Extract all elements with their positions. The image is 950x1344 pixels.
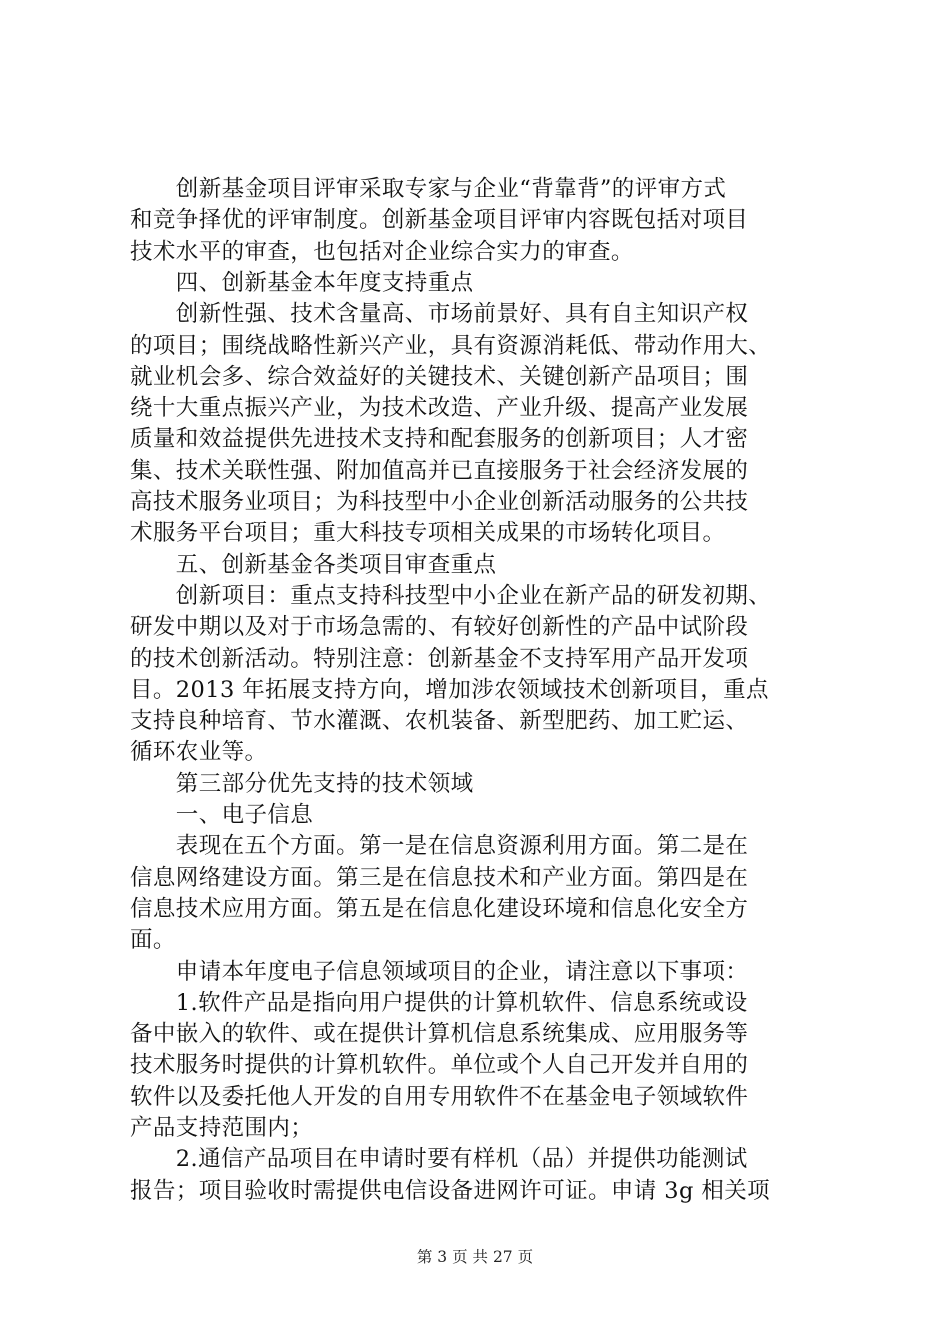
text-line: 产品支持范围内； xyxy=(130,1115,314,1141)
text-line: 创新项目：重点支持科技型中小企业在新产品的研发初期、 xyxy=(130,583,772,609)
text-line: 研发中期以及对于市场急需的、有较好创新性的产品中试阶段 xyxy=(130,614,749,640)
text-line: 2.通信产品项目在申请时要有样机（品）并提供功能测试 xyxy=(130,1146,748,1172)
text-line: 信息网络建设方面。第三是在信息技术和产业方面。第四是在 xyxy=(130,865,749,891)
text-line: 创新性强、技术含量高、市场前景好、具有自主知识产权 xyxy=(130,301,749,327)
text-line: 循环农业等。 xyxy=(130,739,268,765)
text-line: 面。 xyxy=(130,927,176,953)
text-line: 目。2013 年拓展支持方向，增加涉农领域技术创新项目，重点 xyxy=(130,677,769,703)
text-line: 支持良种培育、节水灌溉、农机装备、新型肥药、加工贮运、 xyxy=(130,708,749,734)
text-line: 集、技术关联性强、附加值高并已直接服务于社会经济发展的 xyxy=(130,458,749,484)
section-heading: 五、创新基金各类项目审查重点 xyxy=(130,552,497,578)
text-line: 创新基金项目评审采取专家与企业“背靠背”的评审方式 xyxy=(130,176,727,202)
text-line: 技术服务时提供的计算机软件。单位或个人自己开发并自用的 xyxy=(130,1052,749,1078)
text-line: 信息技术应用方面。第五是在信息化建设环境和信息化安全方 xyxy=(130,896,749,922)
text-line: 1.软件产品是指向用户提供的计算机软件、信息系统或设 xyxy=(130,990,748,1016)
section-heading: 四、创新基金本年度支持重点 xyxy=(130,270,474,296)
text-line: 的技术创新活动。特别注意：创新基金不支持军用产品开发项 xyxy=(130,646,749,672)
text-line: 申请本年度电子信息领域项目的企业，请注意以下事项： xyxy=(130,959,749,985)
text-line: 技术水平的审查，也包括对企业综合实力的审查。 xyxy=(130,239,634,265)
text-line: 高技术服务业项目；为科技型中小企业创新活动服务的公共技 xyxy=(130,489,749,515)
text-line: 质量和效益提供先进技术支持和配套服务的创新项目；人才密 xyxy=(130,426,749,452)
text-line: 软件以及委托他人开发的自用专用软件不在基金电子领域软件 xyxy=(130,1084,749,1110)
text-line: 绕十大重点振兴产业，为技术改造、产业升级、提高产业发展 xyxy=(130,395,749,421)
text-line: 就业机会多、综合效益好的关键技术、关键创新产品项目；围 xyxy=(130,364,749,390)
text-line: 报告；项目验收时需提供电信设备进网许可证。申请 3g 相关项 xyxy=(130,1178,771,1204)
page-footer: 第 3 页 共 27 页 xyxy=(416,1248,534,1266)
text-line: 备中嵌入的软件、或在提供计算机信息系统集成、应用服务等 xyxy=(130,1021,749,1047)
text-line: 表现在五个方面。第一是在信息资源利用方面。第二是在 xyxy=(130,833,749,859)
text-line: 术服务平台项目；重大科技专项相关成果的市场转化项目。 xyxy=(130,520,726,546)
text-line: 的项目；围绕战略性新兴产业，具有资源消耗低、带动作用大、 xyxy=(130,333,772,359)
section-heading: 一、电子信息 xyxy=(130,802,314,828)
text-line: 和竞争择优的评审制度。创新基金项目评审内容既包括对项目 xyxy=(130,207,749,233)
part-heading: 第三部分优先支持的技术领域 xyxy=(130,771,474,797)
